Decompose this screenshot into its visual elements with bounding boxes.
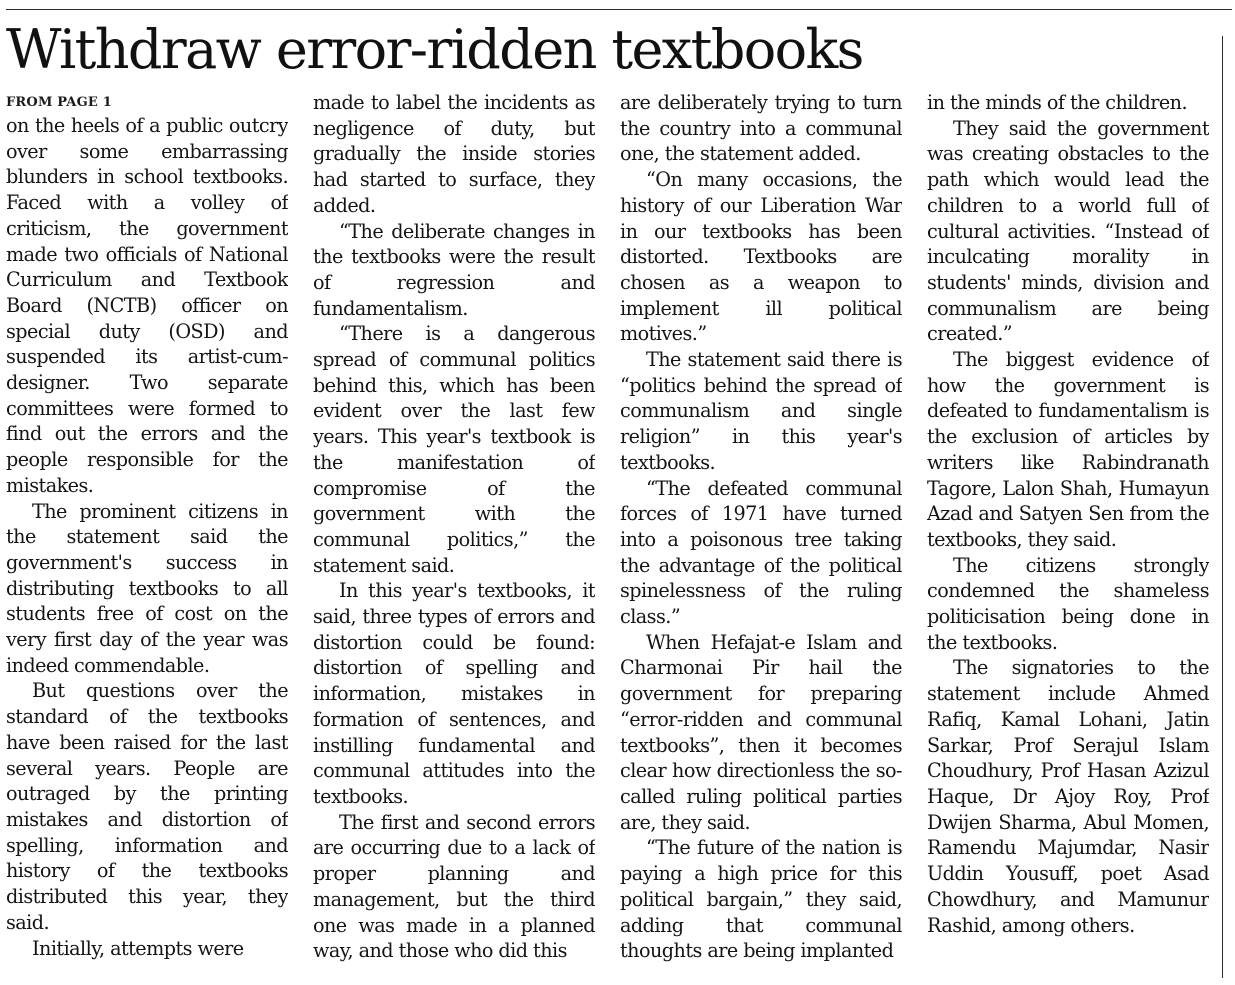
paragraph: The statement said there is “politics behind the spread of communalism and single religion” in this year's textbooks. xyxy=(620,348,902,474)
paragraph: In this year's textbooks, it said, three types of errors and distortion could be found: distortion of spelling and information, mistakes in formation of sentences, and instilling fundamental and communal attitudes into the textbooks. xyxy=(313,579,595,808)
article-column-4 xyxy=(927,90,1209,980)
paragraph: “On many occasions, the history of our Liberation War in our textbooks has been distorted. Textbooks are chosen as a weapon to implement ill political motives.” xyxy=(620,168,902,346)
continuation-kicker: FROM PAGE 1 xyxy=(6,95,112,110)
article-column-1 xyxy=(6,90,288,980)
paragraph: are deliberately trying to turn the country into a communal one, the statement added. xyxy=(620,91,902,166)
paragraph: in the minds of the children. xyxy=(927,91,1188,114)
article-headline: Withdraw error-ridden textbooks xyxy=(6,18,863,81)
paragraph: The signatories to the statement include Ahmed Rafiq, Kamal Lohani, Jatin Sarkar, Prof Serajul Islam Choudhury, Prof Hasan Azizul Haque, Dr Ajoy Roy, Prof Dwijen Sharma, Abul Momen, Ramendu Majumdar, Nasir Uddin Yousuff, poet Asad Chowdhury, and Mamunur Rashid, among others. xyxy=(927,656,1209,937)
paragraph: They said the government was creating obstacles to the path which would lead the children to a world full of cultural activities. “Instead of inculcating morality in students' minds, division and communalism are being created.” xyxy=(927,116,1209,346)
paragraph: “The deliberate changes in the textbooks were the result of regression and fundamentalism. xyxy=(313,219,595,320)
paragraph: “There is a dangerous spread of communal politics behind this, which has been evident over the last few years. This year's textbook is the manifestation of compromise of the government with the communal politics,” the statement said. xyxy=(313,322,595,577)
top-rule xyxy=(6,9,1232,10)
paragraph: Initially, attempts were xyxy=(32,936,244,960)
paragraph: When Hefajat-e Islam and Charmonai Pir hail the government for preparing “error-ridden and communal textbooks”, then it becomes clear how directionless the so-called ruling political parties are, they said. xyxy=(620,630,902,834)
article-column-2 xyxy=(313,90,595,980)
paragraph: “The defeated communal forces of 1971 have turned into a poisonous tree taking the advantage of the political spinelessness of the ruling class.” xyxy=(620,476,902,629)
article-column-3 xyxy=(620,90,902,980)
paragraph: The first and second errors are occurring due to a lack of proper planning and management, but the third one was made in a planned way, and those who did this xyxy=(313,810,595,963)
paragraph: But questions over the standard of the textbooks have been raised for the last several years. People are outraged by the printing mistakes and distortion of spelling, information and history of the textbooks distributed this year, they said. xyxy=(6,679,288,934)
paragraph: “The future of the nation is paying a high price for this political bargain,” they said, adding that communal thoughts are being implanted xyxy=(620,836,902,963)
paragraph: The prominent citizens in the statement said the government's success in distributing textbooks to all students free of cost on the very first day of the year was indeed commendable. xyxy=(6,499,288,677)
paragraph: on the heels of a public outcry over some embarrassing blunders in school textbooks. Faced with a volley of criticism, the government made two officials of National Curriculum and Textbook Board (NCTB) officer on special duty (OSD) and suspended its artist-cum-designer. Two separate committees were formed to find out the errors and the people responsible for the mistakes. xyxy=(6,114,288,497)
paragraph: The biggest evidence of how the government is defeated to fundamentalism is the exclusion of articles by writers like Rabindranath Tagore, Lalon Shah, Humayun Azad and Satyen Sen from the textbooks, they said. xyxy=(927,348,1209,551)
paragraph: The citizens strongly condemned the shameless politicisation being done in the textbooks. xyxy=(927,553,1209,654)
paragraph: made to label the incidents as negligence of duty, but gradually the inside stories had started to surface, they added. xyxy=(313,91,595,217)
right-column-rule xyxy=(1222,36,1223,978)
